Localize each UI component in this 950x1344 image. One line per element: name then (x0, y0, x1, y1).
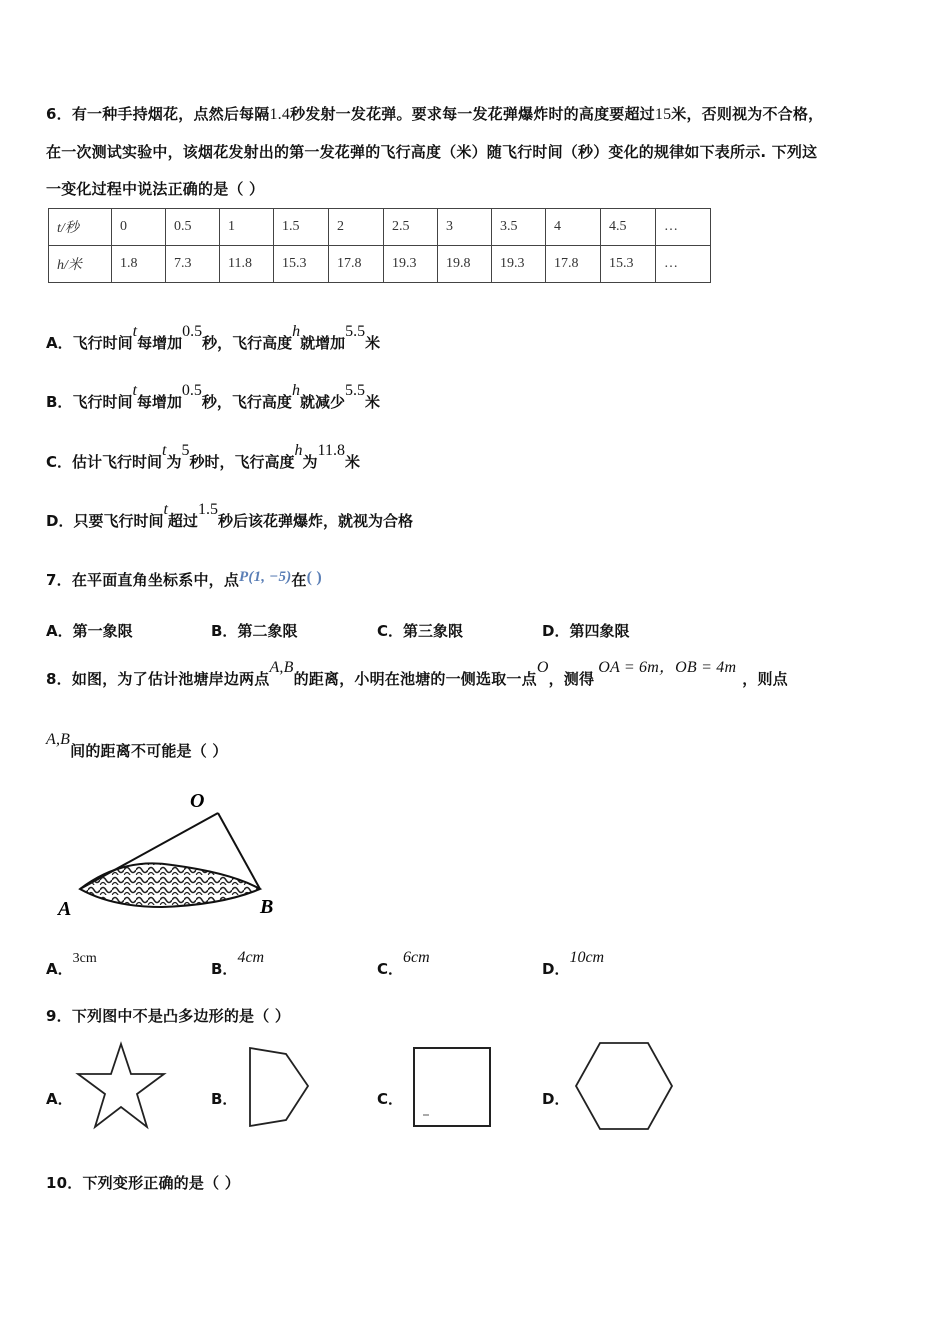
square-shape-icon (411, 1045, 493, 1129)
table-cell: 2.5 (384, 209, 438, 246)
q9-stem: 9．下列图中不是凸多边形的是（ ） (46, 1007, 291, 1025)
table-cell: 19.3 (384, 246, 438, 283)
hexagon-shape-icon (572, 1040, 676, 1132)
table-header-h: h/米 (49, 246, 112, 283)
q7-paren: ( ) (306, 569, 322, 586)
q8-option-d[interactable]: D．10cm (542, 949, 605, 978)
pond-figure (52, 785, 284, 925)
q10-stem: 10．下列变形正确的是（ ） (46, 1174, 240, 1192)
q6-option-c[interactable]: C．估计飞行时间t为5秒时，飞行高度h为11.8米 (46, 442, 360, 471)
q6-line1 (46, 103, 823, 124)
q6-text-a: 6．有一种手持烟花，点然后每隔 (46, 105, 270, 123)
table-cell: … (656, 209, 711, 246)
table-cell: 15.3 (601, 246, 656, 283)
q7-option-d[interactable]: D．第四象限 (542, 622, 630, 640)
q6-option-b[interactable]: B．飞行时间t每增加0.5秒，飞行高度h就减少5.5米 (46, 382, 380, 411)
table-cell: … (656, 246, 711, 283)
table-cell: 4 (546, 209, 601, 246)
table-row-t (49, 209, 711, 246)
table-cell: 3.5 (492, 209, 546, 246)
label-a: A (58, 898, 72, 920)
pond-shape (80, 863, 260, 907)
q8-option-c[interactable]: C．6cm (377, 949, 430, 978)
label-b: B (260, 896, 274, 918)
q8-option-b[interactable]: B．4cm (211, 949, 265, 978)
table-cell: 4.5 (601, 209, 656, 246)
q6-line2: 在一次测试实验中，该烟花发射出的第一发花弹的飞行高度（米）随飞行时间（秒）变化的规律如下表所示. 下列这 (46, 143, 818, 161)
q6-line3: 一变化过程中说法正确的是（ ） (46, 180, 265, 198)
q6-text-b: 秒发射一发花弹。要求每一发花弹爆炸时的高度要超过 (290, 105, 655, 123)
q6-option-d[interactable]: D．只要飞行时间t超过1.5秒后该花弹爆炸，就视为合格 (46, 501, 413, 530)
table-cell: 3 (438, 209, 492, 246)
table-cell: 19.3 (492, 246, 546, 283)
table-cell: 15.3 (274, 246, 329, 283)
q7-stem: 7．在平面直角坐标系中，点P(1, −5)在( ) (46, 569, 322, 589)
table-cell: 11.8 (220, 246, 274, 283)
q9-option-a[interactable]: A． (46, 1090, 73, 1108)
table-cell: 17.8 (329, 246, 384, 283)
q6-data-table (48, 208, 711, 283)
table-cell: 1 (220, 209, 274, 246)
q8-line2: A,B间的距离不可能是（ ） (46, 731, 228, 760)
label-o: O (190, 790, 205, 812)
q9-option-d[interactable]: D． (542, 1090, 570, 1108)
q6-interval: 1.4 (269, 106, 291, 123)
q8-option-a[interactable]: A．3cm (46, 951, 97, 978)
table-cell: 2 (329, 209, 384, 246)
table-cell: 17.8 (546, 246, 601, 283)
q6-option-a[interactable]: A．飞行时间t每增加0.5秒，飞行高度h就增加5.5米 (46, 323, 381, 352)
q6-text-c: 米，否则视为不合格， (671, 105, 824, 123)
table-cell: 1.8 (112, 246, 166, 283)
table-cell: 7.3 (166, 246, 220, 283)
table-cell: 0.5 (166, 209, 220, 246)
q9-option-b[interactable]: B． (211, 1090, 238, 1108)
table-cell: 19.8 (438, 246, 492, 283)
q8-line1: 8．如图，为了估计池塘岸边两点A,B的距离，小明在池塘的一侧选取一点O，测得OA = 6m，OB = 4m，则点 (46, 659, 788, 688)
point-p: P(1, −5) (239, 569, 292, 585)
star-shape-icon (72, 1040, 170, 1132)
q7-option-c[interactable]: C．第三象限 (377, 622, 464, 640)
q6-height: 15 (654, 106, 672, 123)
q9-option-c[interactable]: C． (377, 1090, 404, 1108)
table-header-t: t/秒 (49, 209, 112, 246)
pentagon-arrow-shape-icon (246, 1044, 314, 1130)
table-cell: 0 (112, 209, 166, 246)
table-row-h (49, 246, 711, 283)
q7-option-b[interactable]: B．第二象限 (211, 622, 298, 640)
q7-option-a[interactable]: A．第一象限 (46, 622, 133, 640)
table-cell: 1.5 (274, 209, 329, 246)
